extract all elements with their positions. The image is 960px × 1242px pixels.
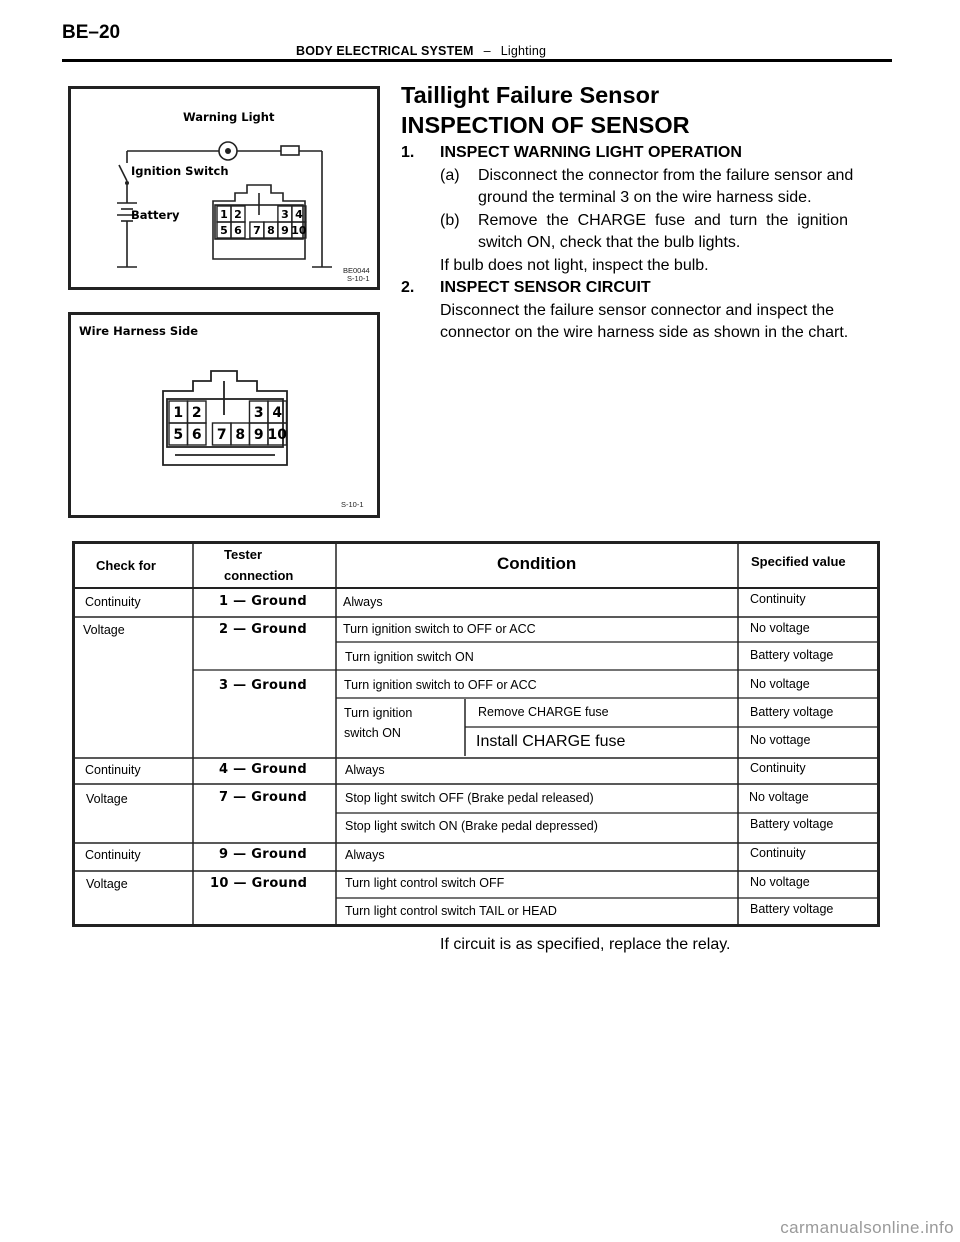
step1a-line1: Disconnect the connector from the failure sensor and: [478, 166, 854, 184]
section-separator: –: [483, 44, 491, 58]
step1b-line1: Remove the CHARGE fuse and turn the ignition: [478, 211, 848, 229]
condition-remove-charge-fuse: Remove CHARGE fuse: [478, 705, 609, 719]
figure-code-2: S-10-1: [347, 274, 370, 283]
step1b-label: (b): [440, 211, 460, 229]
step2-number: 2.: [401, 279, 415, 296]
tester-pin-9: 9 — Ground: [219, 847, 307, 862]
figure-code: S-10-1: [341, 500, 364, 509]
header-tester-line1: Tester: [224, 547, 263, 562]
wire-harness-side-label: Wire Harness Side: [79, 324, 199, 338]
check-continuity: Continuity: [85, 595, 141, 609]
condition-always: Always: [345, 763, 385, 777]
pin-number-1: 1: [220, 207, 228, 221]
pin-number-6: 6: [234, 223, 242, 237]
check-voltage: Voltage: [86, 792, 128, 806]
check-continuity: Continuity: [85, 763, 141, 777]
condition-always: Always: [343, 595, 383, 609]
step1-number: 1.: [401, 144, 415, 161]
spec-battery-voltage: Battery voltage: [750, 902, 834, 916]
header-tester-line2: connection: [224, 568, 294, 583]
step1a-line2: ground the terminal 3 on the wire harness side.: [478, 189, 812, 206]
pin-number-9: 9: [281, 223, 289, 237]
pin-number-5: 5: [220, 223, 228, 237]
header-check-for: Check for: [96, 558, 156, 573]
pin-number-10: 10: [267, 427, 287, 444]
condition-ignition-off: Turn ignition switch to OFF or ACC: [344, 678, 537, 692]
section-name: BODY ELECTRICAL SYSTEM: [296, 44, 474, 58]
battery-label: Battery: [131, 208, 180, 222]
section-title: [296, 44, 546, 58]
condition-light-switch-off: Turn light control switch OFF: [345, 876, 505, 890]
step2-heading: INSPECT SENSOR CIRCUIT: [440, 279, 651, 296]
step1a-label: (a): [440, 166, 460, 184]
condition-ignition-on: Turn ignition switch ON: [345, 650, 474, 664]
pin-number-8: 8: [235, 427, 246, 444]
pin-number-1: 1: [173, 405, 184, 422]
subsection-name: Lighting: [500, 44, 547, 58]
check-continuity: Continuity: [85, 848, 141, 862]
wire-harness-connector-figure: [68, 312, 380, 518]
condition-install-charge-fuse: Install CHARGE fuse: [476, 733, 626, 750]
step1-heading: INSPECT WARNING LIGHT OPERATION: [440, 144, 742, 161]
step2-line2: connector on the wire harness side as shown in the chart.: [440, 324, 849, 341]
condition-ignition-on-line2: switch ON: [344, 726, 401, 740]
header-condition: Condition: [497, 554, 577, 573]
step2-line1: Disconnect the failure sensor connector and inspect the: [440, 301, 835, 319]
pin-number-2: 2: [234, 207, 242, 221]
lamp-filament-icon: [225, 148, 231, 154]
condition-stop-light-off: Stop light switch OFF (Brake pedal released): [345, 791, 594, 805]
condition-ignition-on-line1: Turn ignition: [344, 706, 413, 720]
pin-number-8: 8: [267, 223, 275, 237]
spec-continuity: Continuity: [750, 761, 806, 775]
pin-number-7: 7: [253, 223, 261, 237]
figure-code: BE0044: [343, 266, 370, 275]
pin-number-2: 2: [191, 405, 202, 422]
header-specified-value: Specified value: [751, 554, 846, 569]
spec-no-voltage: No voltage: [749, 790, 809, 804]
spec-battery-voltage: Battery voltage: [750, 648, 834, 662]
pin-number-9: 9: [253, 427, 264, 444]
warning-light-circuit-diagram: [71, 89, 377, 287]
condition-light-switch-tail-head: Turn light control switch TAIL or HEAD: [345, 904, 557, 918]
footer-note: If circuit is as specified, replace the relay.: [440, 936, 731, 953]
tester-pin-4: 4 — Ground: [219, 762, 307, 777]
spec-battery-voltage: Battery voltage: [750, 817, 834, 831]
condition-always: Always: [345, 848, 385, 862]
spec-no-voltage: No vottage: [750, 733, 811, 747]
pin-number-7: 7: [216, 427, 227, 444]
spec-no-voltage: No voltage: [750, 621, 810, 635]
document-title: Taillight Failure Sensor: [401, 82, 660, 108]
page-code: BE–20: [62, 22, 121, 43]
inspection-table: [72, 541, 880, 927]
tester-pin-7: 7 — Ground: [219, 790, 307, 805]
pin-number-3: 3: [281, 207, 289, 221]
condition-ignition-off: Turn ignition switch to OFF or ACC: [343, 622, 536, 636]
pin-number-6: 6: [191, 427, 202, 444]
spec-continuity: Continuity: [750, 592, 806, 606]
pin-number-4: 4: [295, 207, 303, 221]
spec-no-voltage: No voltage: [750, 677, 810, 691]
spec-no-voltage: No voltage: [750, 875, 810, 889]
warning-light-circuit-figure: [68, 86, 380, 290]
spec-continuity: Continuity: [750, 846, 806, 860]
pin-number-4: 4: [272, 405, 283, 422]
step1b-line2: switch ON, check that the bulb lights.: [478, 234, 741, 251]
pin-number-5: 5: [173, 427, 184, 444]
connector-pins: [217, 206, 307, 238]
connector-pins: [169, 401, 287, 445]
document-subtitle: INSPECTION OF SENSOR: [401, 112, 690, 138]
warning-light-label: Warning Light: [183, 110, 275, 124]
pin-number-10: 10: [291, 223, 307, 237]
condition-stop-light-on: Stop light switch ON (Brake pedal depressed): [345, 819, 598, 833]
step1-note: If bulb does not light, inspect the bulb.: [440, 256, 709, 274]
check-voltage: Voltage: [83, 623, 125, 637]
pin-number-3: 3: [253, 405, 264, 422]
ignition-switch-label: Ignition Switch: [131, 164, 229, 178]
tester-pin-1: 1 — Ground: [219, 594, 307, 609]
wire-harness-connector-diagram: [71, 315, 377, 515]
header-rule: [62, 59, 892, 62]
tester-pin-2: 2 — Ground: [219, 622, 307, 637]
spec-battery-voltage: Battery voltage: [750, 705, 834, 719]
tester-pin-10: 10 — Ground: [210, 876, 308, 891]
check-voltage: Voltage: [86, 877, 128, 891]
tester-pin-3: 3 — Ground: [219, 678, 307, 693]
watermark: carmanualsonline.info: [780, 1218, 954, 1237]
